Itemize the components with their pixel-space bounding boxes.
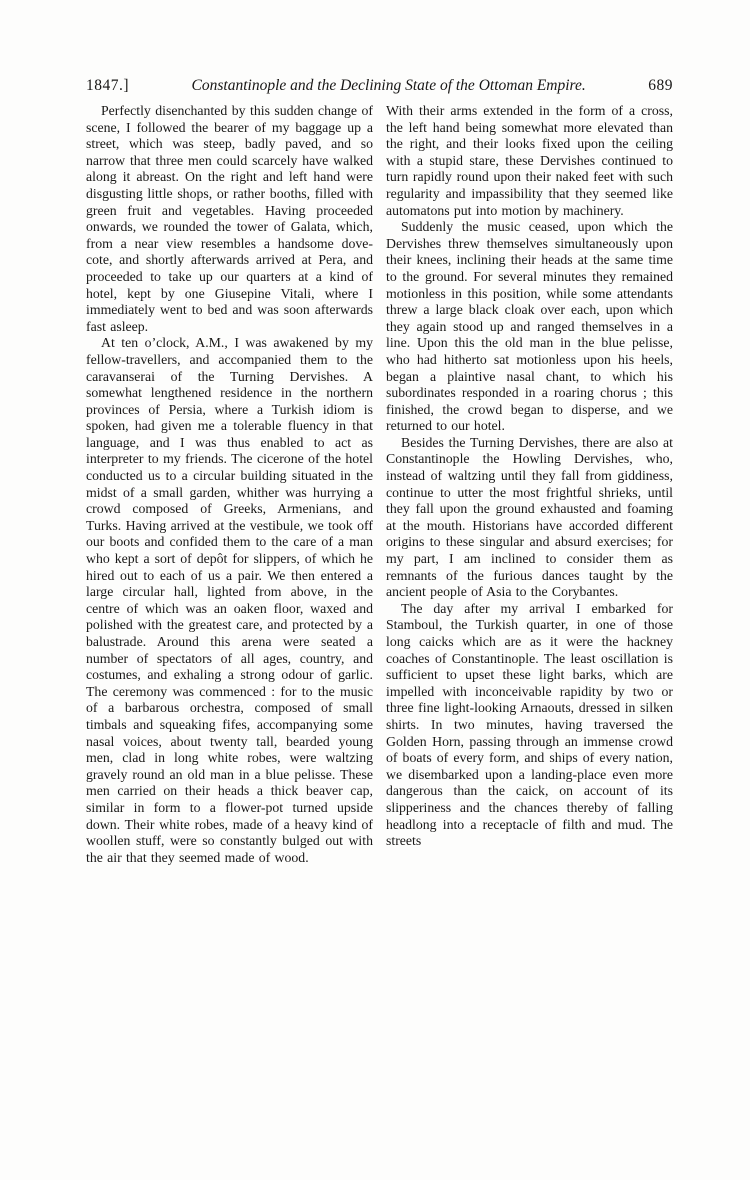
page-header [86,76,673,96]
text-column-right [386,103,673,866]
text-columns [86,103,673,866]
header-title: Constantinople and the Declining State of the Ottoman Empire. [191,77,586,94]
paragraph-right-2: Suddenly the music ceased, upon which the Dervishes threw themselves simultaneously upon their knees, inclining their heads at the same time to the ground. For several minutes they remained motionless in this position, while some attendants threw a large black cloak over each, upon which they again stood up and ranged themselves in a line. Upon this the old man in the blue pelisse, who had hitherto sat motionless upon his heels, began a plaintive nasal chant, to which his subordinates responded in a roaring chorus ; this finished, the crowd began to disperse, and we returned to our hotel. [386,219,673,434]
text-column-left [86,103,373,866]
page-content [86,76,673,866]
paragraph-right-1: With their arms extended in the form of a cross, the left hand being somewhat more elevated than the right, and their looks fixed upon the ceiling with a stupid stare, these Dervishes continued to turn rapidly round upon their naked feet with such regularity and impassibility that they seemed like automatons put into motion by machinery. [386,103,673,218]
paragraph-left-2: At ten o’clock, A.M., I was awakened by my fellow-travellers, and accompanied them to the caravanserai of the Turning Dervishes. A somewhat lengthened residence in the northern provinces of Persia, where a Turkish idiom is spoken, had given me a tolerable fluency in that language, and I was thus enabled to act as interpreter to my friends. The cicerone of the hotel conducted us to a circular building situated in the midst of a small garden, whither was hurrying a crowd composed of Greeks, Armenians, and Turks. Having arrived at the vestibule, we took off our boots and confided them to the care of a man who kept a sort of depôt for slippers, of which he hired out to each of us a pair. We then entered a large circular hall, lighted from above, in the centre of which was an oaken floor, waxed and polished with the greatest care, and protected by a balustrade. Around this arena were seated a number of spectators of all ages, country, and costumes, and exhaling a strong odour of garlic. The ceremony was commenced : for to the music of a barbarous orchestra, composed of small timbals and squeaking fifes, accompanying some nasal voices, about twenty tall, bearded young men, clad in long white robes, were waltzing gravely round an old man in a blue pelisse. These men carried on their heads a thick beaver cap, similar in form to a flower-pot turned upside down. Their white robes, made of a heavy kind of woollen stuff, were so constantly bulged out with the air that they seemed made of wood. [86,335,373,865]
paragraph-right-4: The day after my arrival I embarked for Stamboul, the Turkish quarter, in one of those long caicks which are as it were the hackney coaches of Constantinople. The least oscillation is sufficient to upset these light barks, which are impelled with inconceivable rapidity by two or three fine light-looking Arnaouts, dressed in silken shirts. In two minutes, having traversed the Golden Horn, passing through an immense crowd of boats of every form, and ships of every nation, we disembarked upon a landing-place even more dangerous than the caick, on account of its slipperiness and the chances thereby of falling headlong into a receptacle of filth and mud. The streets [386,600,673,849]
paragraph-right-3: Besides the Turning Dervishes, there are also at Constantinople the Howling Dervishes, who, instead of waltzing until they fall from giddiness, continue to utter the most frightful shrieks, until they fall upon the ground exhausted and foaming at the mouth. Historians have accorded different origins to these singular and absurd exercises; for my part, I am inclined to consider them as remnants of the furious dances taught by the ancient people of Asia to the Corybantes. [386,434,673,600]
header-year-label: 1847.] [86,77,130,94]
paragraph-left-1: Perfectly disenchanted by this sudden change of scene, I followed the bearer of my baggage up a street, which was steep, badly paved, and so narrow that three men could scarcely have walked along it abreast. On the right and left hand were disgusting little shops, or rather booths, filled with green fruit and vegetables. Having proceeded onwards, we rounded the tower of Galata, which, from a near view resembles a handsome dove-cote, and shortly afterwards arrived at Pera, and proceeded to take up our quarters at a kind of hotel, kept by one Giusepine Vitali, where I immediately went to bed and was soon afterwards fast asleep. [86,103,373,334]
header-page-number: 689 [648,77,673,94]
